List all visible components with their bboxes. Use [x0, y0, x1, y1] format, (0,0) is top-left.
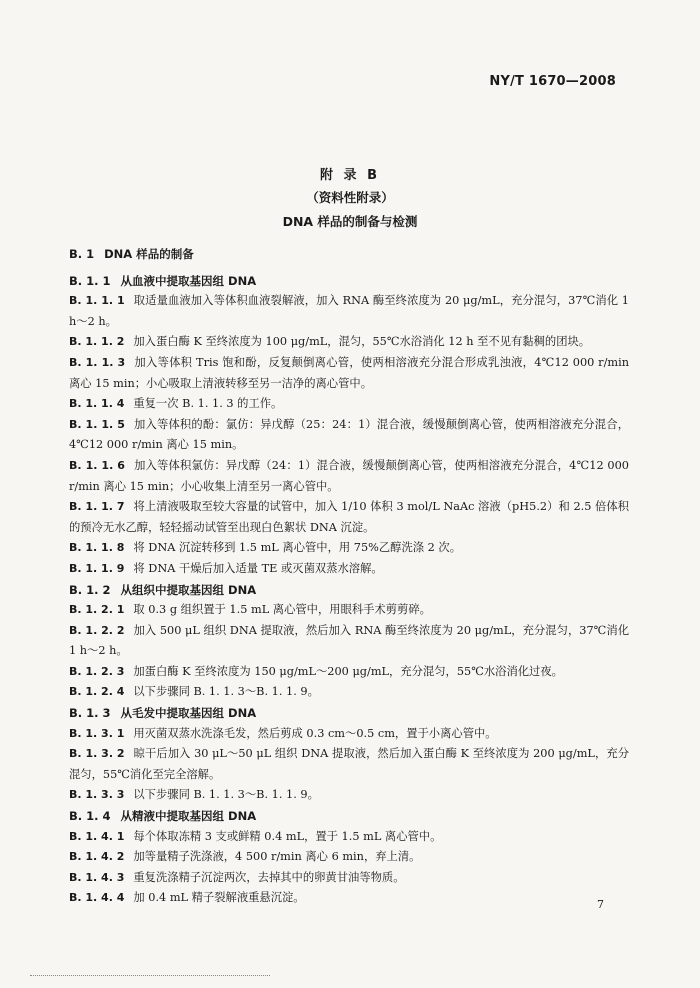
clause-paragraph [69, 888, 629, 909]
clause-number: B. 1. 3. 1 [69, 726, 125, 740]
clause-number: B. 1. 1. 8 [69, 541, 125, 555]
clause-text: 从血液中提取基因组 DNA [120, 273, 257, 288]
clause-number: B. 1. 4. 4 [69, 891, 125, 905]
clause-text: 加入等体积的酚：氯仿：异戊醇（25：24：1）混合液，缓慢颠倒离心管，使两相溶液充分混合，4℃12 000 r/min 离心 15 min。 [69, 417, 629, 452]
clause-text: 取适量血液加入等体积血液裂解液，加入 RNA 酶至终浓度为 20 μg/mL，充分混匀，37℃消化 1 h～2 h。 [69, 294, 629, 328]
clause-number: B. 1 [69, 247, 95, 261]
subsection-heading [69, 580, 629, 601]
clause-text: 重复一次 B. 1. 1. 3 的工作。 [133, 397, 283, 411]
clause-number: B. 1. 1. 2 [69, 335, 125, 349]
clause-number: B. 1. 1. 4 [69, 397, 125, 411]
clause-number: B. 1. 4. 2 [69, 850, 125, 864]
clause-number: B. 1. 1. 7 [69, 500, 125, 514]
clause-paragraph [69, 662, 629, 683]
clause-paragraph [69, 497, 629, 538]
clause-paragraph [69, 785, 629, 806]
clause-paragraph [69, 724, 629, 745]
clause-text: 加蛋白酶 K 至终浓度为 150 μg/mL～200 μg/mL，充分混匀，55℃水浴消化过夜。 [133, 664, 563, 678]
page-number: 7 [597, 898, 604, 911]
section-heading [69, 244, 629, 265]
clause-paragraph [69, 600, 629, 621]
clause-text: DNA 样品的制备 [104, 247, 194, 261]
clause-text: 加入等体积 Tris 饱和酚，反复颠倒离心管，使两相溶液充分混合形成乳浊液，4℃12 000 r/min 离心 15 min；小心吸取上清液转移至另一洁净的离心管中。 [69, 355, 629, 390]
appendix-label: 附 录 B [320, 168, 380, 183]
clause-text: 每个体取冻精 3 支或鲜精 0.4 mL，置于 1.5 mL 离心管中。 [133, 829, 442, 843]
clause-number: B. 1. 1 [69, 273, 111, 288]
clause-number: B. 1. 3. 2 [69, 747, 125, 761]
appendix-title-block [0, 164, 700, 234]
clause-text: 加 0.4 mL 精子裂解液重悬沉淀。 [133, 891, 305, 905]
subsection-heading [69, 271, 629, 292]
clause-number: B. 1. 1. 5 [69, 417, 125, 431]
clause-number: B. 1. 2. 2 [69, 623, 125, 637]
subsection-heading [69, 806, 629, 827]
clause-paragraph [69, 559, 629, 580]
clause-paragraph [69, 621, 629, 662]
document-body [69, 238, 629, 909]
clause-paragraph [69, 847, 629, 868]
clause-number: B. 1. 3. 3 [69, 788, 125, 802]
clause-number: B. 1. 1. 9 [69, 561, 125, 575]
clause-number: B. 1. 1. 6 [69, 458, 125, 472]
clause-text: 用灭菌双蒸水洗涤毛发，然后剪成 0.3 cm～0.5 cm，置于小离心管中。 [133, 726, 497, 740]
clause-text: 将上清液吸取至较大容量的试管中，加入 1/10 体积 3 mol/L NaAc 溶液（pH5.2）和 2.5 倍体积的预冷无水乙醇，轻轻摇动试管至出现白色絮状 DNA 沉淀。 [69, 500, 629, 534]
clause-paragraph [69, 456, 629, 497]
clause-paragraph [69, 868, 629, 889]
clause-text: 取 0.3 g 组织置于 1.5 mL 离心管中，用眼科手术剪剪碎。 [133, 603, 431, 617]
clause-number: B. 1. 4. 3 [69, 870, 125, 884]
clause-text: 以下步骤同 B. 1. 1. 3～B. 1. 1. 9。 [133, 685, 319, 699]
clause-number: B. 1. 2. 3 [69, 664, 125, 678]
clause-text: 将 DNA 沉淀转移到 1.5 mL 离心管中，用 75%乙醇洗涤 2 次。 [133, 541, 462, 555]
clause-paragraph [69, 291, 629, 332]
clause-text: 晾干后加入 30 μL～50 μL 组织 DNA 提取液，然后加入蛋白酶 K 至终浓度为 200 μg/mL，充分混匀，55℃消化至完全溶解。 [69, 747, 630, 781]
clause-text: 加入等体积氯仿：异戊醇（24：1）混合液，缓慢颠倒离心管，使两相溶液充分混合，4℃12 000 r/min 离心 15 min；小心收集上清至另一离心管中。 [69, 458, 629, 493]
clause-number: B. 1. 2. 1 [69, 603, 125, 617]
clause-number: B. 1. 4. 1 [69, 829, 125, 843]
clause-paragraph [69, 332, 629, 353]
clause-number: B. 1. 1. 3 [69, 355, 126, 369]
clause-number: B. 1. 2 [69, 582, 111, 597]
clause-number: B. 1. 2. 4 [69, 685, 125, 699]
clause-text: 加入 500 μL 组织 DNA 提取液，然后加入 RNA 酶至终浓度为 20 μg/mL，充分混匀，37℃消化 1 h～2 h。 [69, 623, 629, 658]
clause-text: 重复洗涤精子沉淀两次，去掉其中的卵黄甘油等物质。 [133, 870, 405, 884]
clause-paragraph [69, 744, 629, 785]
clause-paragraph [69, 394, 629, 415]
clause-text: 将 DNA 干燥后加入适量 TE 或灭菌双蒸水溶解。 [133, 561, 383, 575]
clause-number: B. 1. 1. 1 [69, 294, 125, 308]
footer-rule [30, 975, 270, 976]
clause-number: B. 1. 3 [69, 706, 111, 721]
clause-number: B. 1. 4 [69, 809, 111, 824]
clause-paragraph [69, 827, 629, 848]
clause-text: 加入蛋白酶 K 至终浓度为 100 μg/mL，混匀，55℃水浴消化 12 h 至不见有黏稠的团块。 [133, 335, 591, 349]
standard-code: NY/T 1670—2008 [489, 74, 616, 89]
subsection-heading [69, 703, 629, 724]
appendix-type: （资料性附录） [306, 190, 394, 205]
clause-paragraph [69, 538, 629, 559]
clause-text: 从组织中提取基因组 DNA [120, 582, 257, 597]
clause-paragraph [69, 415, 629, 456]
clause-text: 从毛发中提取基因组 DNA [120, 706, 257, 721]
clause-text: 加等量精子洗涤液，4 500 r/min 离心 6 min，弃上清。 [133, 850, 421, 864]
clause-paragraph [69, 682, 629, 703]
clause-text: 从精液中提取基因组 DNA [120, 809, 257, 824]
clause-text: 以下步骤同 B. 1. 1. 3～B. 1. 1. 9。 [133, 788, 319, 802]
appendix-title: DNA 样品的制备与检测 [282, 214, 418, 229]
clause-paragraph [69, 353, 629, 394]
